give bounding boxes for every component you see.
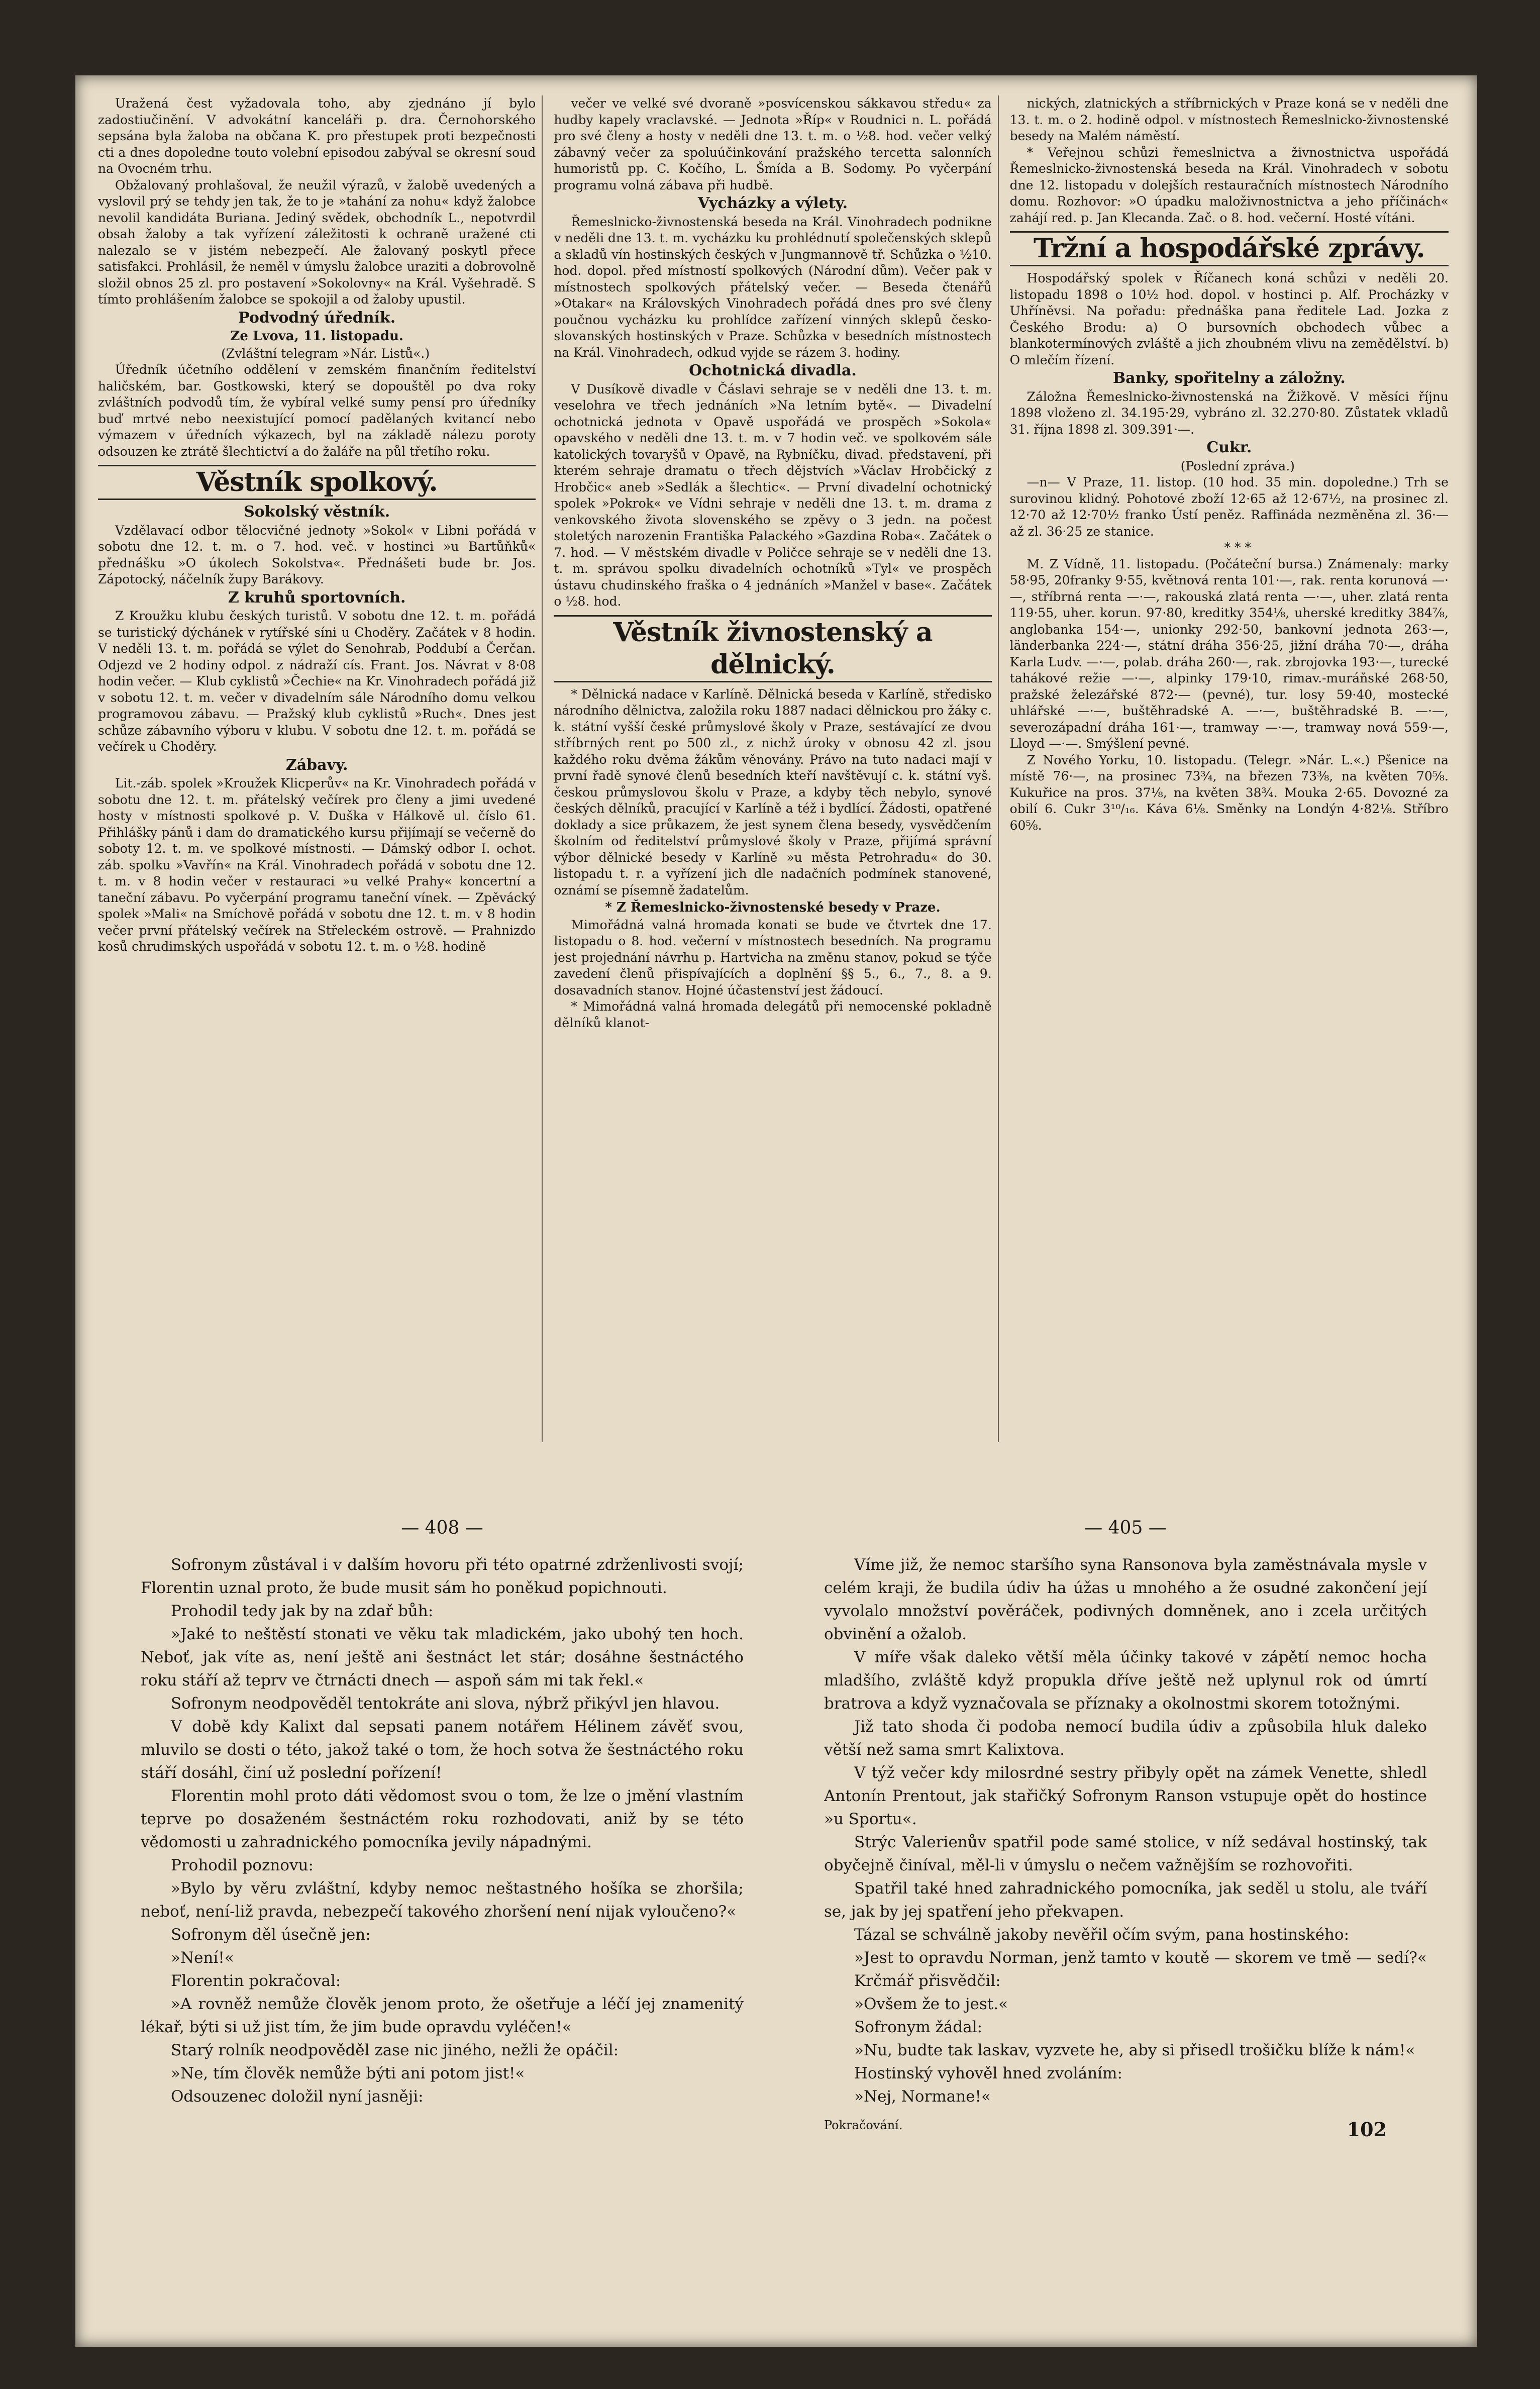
article-paragraph: * Mimořádná valná hromada delegátů při nemocenské pokladně dělníků klanot-: [554, 999, 992, 1030]
novel-paragraph: Prohodil poznovu:: [171, 1856, 314, 1874]
article-paragraph: Z Kroužku klubu českých turistů. V sobotu dne 12. t. m. pořádá se turistický dýchánek v rytířské síni u Choděry. Začátek v 8 hodin. V neděli 13. t. m. pořádá se výlet do Senohrab, Poddubí a Čerčan. Odjezd ve 2 hodiny odpol. z nádraží cís. Frant. Jos. Návrat v 8·08 hodin večer. — Klub cyklistů »Čechie« na Kr. Vinohradech pořádá již v sobotu 12. t. m. večer v divadelním sále Národního domu velkou programovou zábavu. — Pražský klub cyklistů »Ruch«. Dnes jest schůze zábavního výboru v klubu. V sobotu dne 12. t. m. pořádá se večírek u Choděry.: [98, 609, 536, 754]
separator-stars: * * *: [1224, 540, 1252, 555]
novel-paragraph: V době kdy Kalixt dal sepsati panem notářem Hélinem závěť svou, mluvilo se dosti o této, jakož také o tom, že hoch sotva že šestnáctého roku stáří dosáhl, činí už poslední pořízení!: [141, 1718, 744, 1782]
telegram-note: (Zvláštní telegram »Nár. Listů«.): [221, 346, 430, 361]
article-paragraph: —n— V Praze, 11. listop. (10 hod. 35 min. dopoledne.) Trh se surovinou klidný. Pohotové zboží 12·65 až 12·67½, na prosinec zl. 12·70 až 12·70½ franko Ústí peněz. Raffináda nezměněna zl. 36·— až zl. 36·25 ze stanice.: [1009, 475, 1449, 539]
page-number: 102: [1347, 2118, 1387, 2141]
article-paragraph: Úředník účetního oddělení v zemském finančním ředitelství haličském, bar. Gostkowski, který se dopouštěl po dva roky zvláštních podvodů tím, že vybíral velké sumy pensí pro úředníky buď mrtvé nebo neexistující pomocí padělaných kvitancí nebo výmazem v úředních výkazech, byl na základě nálezu poroty odsouzen ke ztrátě šlechtictví a do žaláře na půl třetího roku.: [98, 362, 536, 459]
article-paragraph: Mimořádná valná hromada konati se bude ve čtvrtek dne 17. listopadu o 8. hod. večerní v místnostech besedních. Na programu jest projednání návrhu p. Hartvicha na změnu stanov, pokud se týče zavedení členů přispívajících a doplnění §§ 5., 6., 7., 8. a 9. dosavadních stanov. Hojné účastenství jest žádoucí.: [554, 917, 992, 998]
section-heading: Z kruhů sportovních.: [228, 588, 406, 607]
novel-paragraph: Florentin pokračoval:: [171, 1972, 341, 1990]
section-title: Věstník živnostenský a dělnický.: [554, 615, 991, 682]
section-title: Tržní a hospodářské zprávy.: [1010, 231, 1449, 266]
novel-text-left: [141, 1553, 744, 2108]
article-paragraph: V Dusíkově divadle v Čáslavi sehraje se v neděli dne 13. t. m. veselohra ve třech jednáních »Na letním bytě«. — Divadelní ochotnická jednota v Opavě uspořádá ve prospěch »Sokola« opavského v neděli dne 13. t. m. v 7 hodin več. ve spolkovém sále katolických tovaryšů v Opavě, na Rybníčku, divad. představení, při kterém sehraje dramatu o třech dějstvích »Václav Hrobčický z Hrobčic« aneb »Sedlák a šlechtic«. — První divadelní ochotnický spolek »Pokrok« ve Vídni sehraje v neděli dne 13. t. m. drama z venkovského života slovenského se zpěvy o 3 jedn. na počest stoletých narozenin Františka Palackého »Gazdina Roba«. Začátek o 7. hod. — V městském divadle v Poličce sehraje se v neděli dne 13. t. m. správou spolku divadelních ochotníků »Tyl« ve prospěch ústavu chudinského fraška o 4 jednáních »Manžel v base«. Začátek o ½8. hod.: [554, 381, 992, 609]
folio-left: — 408 —: [401, 1518, 483, 1538]
section-heading: Cukr.: [1206, 439, 1252, 456]
column-2: [554, 95, 998, 1442]
novel-paragraph: »Ovšem že to jest.«: [854, 1995, 1008, 2013]
novel-paragraph: Hostinský vyhověl hned zvoláním:: [854, 2064, 1122, 2082]
section-heading: Ochotnická divadla.: [689, 362, 857, 379]
continuation-note: Pokračování.: [824, 2118, 903, 2132]
article-paragraph: Hospodářský spolek v Říčanech koná schůzi v neděli 20. listopadu 1898 o 10½ hod. dopol. v hostinci p. Alf. Procházky v Uhříněvsi. Na pořadu: přednáška pana ředitele Lad. Jozka z Českého Brodu: a) O bursovních obchodech vůbec a blankotermínových zvláště a jich zhoubném vlivu na zemědělství. b) O mlečím řízení.: [1009, 271, 1449, 367]
folio-right: — 405 —: [1084, 1518, 1167, 1538]
novel-paragraph: »Nu, budte tak laskav, vyzvete he, aby si přisedl trošičku blíže k nám!«: [854, 2041, 1415, 2059]
novel-paragraph: Víme již, že nemoc staršího syna Ransonova byla zaměstnávala mysle v celém kraji, že budila údiv ha úžas u mnohého a že osudné zakončení její vyvolalo množství pověráček, podivných domněnek, ano i zcela určitých obvinění a ožalob.: [824, 1556, 1427, 1643]
section-heading: Banky, spořitelny a záložny.: [1112, 369, 1346, 387]
article-paragraph: * Veřejnou schůzi řemeslnictva a živnostnictva uspořádá Řemeslnicko-živnostenská beseda na Král. Vinohradech v sobotu dne 12. listopadu v dolejších restauračních místnostech Národního domu. Rozhovor: »O úpadku maloživnostnictva a jeho příčinách« zahájí red. p. Jan Klecanda. Zač. o 8. hod. večerní. Hosté vítáni.: [1009, 145, 1449, 225]
novel-footer: [824, 2118, 1427, 2141]
article-paragraph: Uražená čest vyžadovala toho, aby zjednáno jí bylo zadostiučinění. V advokátní kanceláři p. dra. Černohorského sepsána byla žaloba na občana K. pro přestupek proti bezpečnosti cti a dnes dopoledne touto volební episodou zabýval se okresní soud na Ovocném trhu.: [98, 96, 536, 176]
novel-paragraph: Florentin mohl proto dáti vědomost svou o tom, že lze o jmění vlastním teprve po dosaženém šestnáctém roku rozhodovati, aniž by se této vědomosti u zahradnického pomocníka jevily nápadnými.: [141, 1787, 744, 1851]
section-heading: Zábavy.: [285, 756, 348, 774]
article-paragraph: Obžalovaný prohlašoval, že neužil výrazů, v žalobě uvedených a vyslovil prý se tehdy jen tak, že to je »tahání za nohu« když žalobce nevolil kandidáta Buriana. Jediný svědek, obchodník L., nepotvrdil obsah žaloby a tak vyřízení záležitosti k ochraně uražené cti nalezalo se v jistém nebezpečí. Ale žalovaný poskytl přece satisfakci. Prohlásil, že neměl v úmyslu žalobce uraziti a dobrovolně složil obnos 25 zl. pro postavení »Sokolovny« na Král. Vyšehradě. S tímto prohlášením žalobce se spokojil a od žaloby upustil.: [98, 177, 536, 307]
novel-paragraph: Sofronym žádal:: [854, 2018, 983, 2036]
column-1: [98, 95, 543, 1442]
novel-paragraph: Již tato shoda či podoba nemocí budila údiv a způsobila hluk daleko větší než sama smrt Kalixtova.: [824, 1718, 1427, 1759]
novel-paragraph: Sofronym neodpověděl tentokráte ani slova, nýbrž přikývl jen hlavou.: [171, 1695, 720, 1713]
novel-paragraph: Strýc Valerienův spatřil pode samé stolice, v níž sedával hostinský, tak obyčejně činíval, měl-li v úmyslu o nečem važnějším se rozhovořiti.: [824, 1833, 1427, 1874]
section-title: Věstník spolkový.: [98, 465, 536, 500]
novel-page-left: [141, 1518, 744, 2312]
column-3: [1010, 95, 1455, 1442]
novel-page-right: [824, 1518, 1427, 2312]
serial-novel-section: [141, 1518, 1427, 2312]
article-paragraph: Záložna Řemeslnicko-živnostenská na Žižkově. V měsíci říjnu 1898 vloženo zl. 34.195·29, vybráno zl. 32.270·80. Zůstatek vkladů 31. října 1898 zl. 309.391·—.: [1009, 389, 1449, 437]
article-paragraph: Vzdělavací odbor tělocvičné jednoty »Sokol« v Libni pořádá v sobotu dne 12. t. m. o 7. hod. več. v hostinci »u Bartůňků« přednášku »O úkolech Sokolstva«. Přednášeti bude br. Jos. Zápotocký, náčelník župy Barákovy.: [98, 523, 536, 586]
novel-paragraph: »Jaké to neštěstí stonati ve věku tak mladickém, jako ubohý ten hoch. Neboť, jak víte as, není ještě ani šestnáct let stár; dosáhne šestnáctého roku stáří až teprv ve čtrnácti dnech — aspoň sám mi tak řekl.«: [141, 1625, 744, 1689]
novel-paragraph: »Nej, Normane!«: [854, 2087, 991, 2106]
novel-paragraph: V týž večer kdy milosrdné sestry přibyly opět na zámek Venette, shledl Antonín Prentout, jak stařičký Sofronym Ranson vstupuje opět do hostince »u Sportu«.: [824, 1764, 1427, 1828]
novel-paragraph: V míře však daleko větší měla účinky takové v zápětí nemoc hocha mladšího, zvláště když propukla dříve ještě než uplynul rok od úmrtí bratrova a když vyznačovala se příznaky a okolnostmi skorem totožnými.: [824, 1648, 1427, 1713]
section-heading: Sokolský věstník.: [244, 503, 390, 521]
article-paragraph: nických, zlatnických a stříbrnických v Praze koná se v neděli dne 13. t. m. o 2. hodině odpol. v místnostech Řemeslnicko-živnostenské besedy na Malém náměstí.: [1009, 96, 1449, 143]
article-paragraph: večer ve velké své dvoraně »posvícenskou sákkavou středu« za hudby kapely vraclavské. — Jednota »Říp« v Roudnici n. L. pořádá pro své členy a hosty v neděli dne 13. t. m. o ½8. hod. večer velký zábavný večer za spoluúčinkování pražského tercetta salonních humoristů pp. C. Kočího, L. Šmída a B. Sodomy. Po vyčerpání programu volná zábava při hudbě.: [554, 96, 992, 192]
article-paragraph: * Dělnická nadace v Karlíně. Dělnická beseda v Karlíně, středisko národního dělnictva, založila roku 1887 nadaci dělnickou pro žáky c. k. státní vyšší české průmyslové školy v Praze, sestávající ze dvou stříbrných rent po 500 zl., z nichž úroky v obnosu 42 zl. jsou každého roku dvěma žákům věnovány. Právo na tuto nadaci mají v první řadě synové členů besedních kteří navštěvují c. k. státní vyš. českou průmyslovou školu v Praze, a kdyby těch nebylo, synové českých dělníků, pracující v Karlíně a též i bydlící. Žádosti, opatřené doklady a sice průkazem, že jest synem člena besedy, vysvědčením školním od ředitelství průmyslové školy v Praze, přijímá správní výbor dělnické besedy v Karlíně »u města Petrohradu« do 30. listopadu t. r. a vyřízení jich dle nadačních podmínek stanovené, oznámí se písemně žadatelům.: [554, 686, 992, 898]
novel-text-right: [824, 1553, 1427, 2108]
dateline: Ze Lvova, 11. listopadu.: [230, 329, 403, 344]
article-paragraph: Lit.-záb. spolek »Kroužek Klicperův« na Kr. Vinohradech pořádá v sobotu dne 12. t. m. přátelský večírek pro členy a jimi uvedené hosty v místnosti spolkové p. V. Duška v Hálkově ul. číslo 61. Přihlášky pánů i dam do dramatického kursu přijímají se večerně do soboty 12. t. m. ve spolkové místnosti. — Dámský odbor I. ochot. záb. spolku »Vavřín« na Král. Vinohradech pořádá v sobotu dne 12. t. m. v 8 hodin večer v restauraci »u velké Prahy« koncertní a taneční zábavu. Po vyčerpání programu taneční vínek. — Zpěvácký spolek »Mali« na Smíchově pořádá v sobotu dne 12. t. m. v 8 hodin večer první přátelský večírek na Střeleckém ostrově. — Prahnizdo kosů chrudimských uspořádá v sobotu 12. t. m. o ½8. hodině: [98, 776, 536, 954]
novel-paragraph: Sofronym zůstával i v dalším hovoru při této opatrné zdrženlivosti svojí; Florentin uznal proto, že bude musit sám ho poněkud popichnouti.: [141, 1556, 744, 1597]
novel-paragraph: »Bylo by věru zvláštní, kdyby nemoc neštastného hošíka se zhoršila; neboť, není-liž pravda, nebezpečí takového zhoršení není nijak vyloučeno?«: [141, 1879, 744, 1921]
newspaper-page: [75, 75, 1477, 2347]
novel-paragraph: Tázal se schválně jakoby nevěřil očím svým, pana hostinského:: [854, 1926, 1350, 1944]
novel-paragraph: Spatřil také hned zahradnického pomocníka, jak seděl u stolu, ale tváří se, jak by jej spatření jeho překvapen.: [824, 1879, 1427, 1921]
novel-paragraph: »Není!«: [171, 1949, 234, 1967]
article-paragraph: M. Z Vídně, 11. listopadu. (Počáteční bursa.) Známenaly: marky 58·95, 20franky 9·55, květnová renta 101·—, rak. renta korunová —·—, stříbrná renta —·—, rakouská zlatá renta —·—, uher. zlatá renta 119·55, uher. korun. 97·80, kreditky 354⅛, uherské kreditky 384⅞, anglobanka 154·—, unionky 292·50, bankovní jednota 263·—, länderbanka 224·—, státní dráha 356·25, jižní dráha 70·—, dráha Karla Ludv. —·—, polab. dráha 260·—, rak. zbrojovka 193·—, turecké tahákové režie —·—, alpinky 179·10, rimav.-muráňské 268·50, pražské železářské 872·— (pevné), tur. losy 59·40, mostecké uhlářské —·—, buštěhradské A. —·—, buštěhradské B. —·—, severozápadní dráha 161·—, tramway —·—, tramway nová 559·—, Lloyd —·—. Smýšlení pevné.: [1009, 556, 1449, 751]
section-heading: Podvodný úředník.: [238, 309, 396, 327]
novel-paragraph: »A rovněž nemůže člověk jenom proto, že ošetřuje a léčí jej znamenitý lékař, býti si už jist tím, že jim bude opravdu vyléčen!«: [141, 1995, 744, 2036]
section-heading: * Z Řemeslnicko-živnostenské besedy v Praze.: [605, 900, 941, 915]
novel-paragraph: Krčmář přisvědčil:: [854, 1972, 1001, 1990]
latest-report-note: (Poslední zpráva.): [1180, 458, 1295, 473]
section-heading: Vycházky a výlety.: [697, 194, 848, 212]
novel-paragraph: Odsouzenec doložil nyní jasněji:: [171, 2087, 424, 2106]
novel-paragraph: Prohodil tedy jak by na zdař bůh:: [171, 1602, 434, 1620]
novel-paragraph: »Ne, tím člověk nemůže býti ani potom jist!«: [171, 2064, 525, 2082]
novel-paragraph: Sofronym děl úsečně jen:: [171, 1926, 371, 1944]
novel-paragraph: Starý rolník neodpověděl zase nic jiného, nežli že opáčil:: [171, 2041, 619, 2059]
article-paragraph: Řemeslnicko-živnostenská beseda na Král. Vinohradech podnikne v neděli dne 13. t. m. vycházku ku prohlédnutí společenských sklepů a skladů vín hostinských českých v Jungmannově tř. Schůzka o ½10. hod. dopol. před místností spolkových (Národní dům). Večer pak v místnostech spolkových přátelský večer. — Beseda čtenářů »Otakar« na Královských Vinohradech pořádá dnes pro své členy poučnou vycházku ku prohlídce zařízení vinných sklepů česko-slovanských hostinských v Praze. Schůzka v besedních místnostech na Král. Vinohradech, odkud vyjde se rázem 3. hodiny.: [554, 214, 992, 360]
article-paragraph: Z Nového Yorku, 10. listopadu. (Telegr. »Nár. L.«.) Pšenice na místě 76·—, na prosinec 73¾, na březen 73⅜, na květen 70⅝. Kukuřice na pros. 37⅛, na květen 38¾. Mouka 2·65. Dovozné za obilí 6. Cukr 3¹⁰/₁₆. Káva 6⅛. Směnky na Londýn 4·82⅛. Stříbro 60⅝.: [1009, 752, 1449, 833]
newspaper-columns: [98, 95, 1455, 1442]
novel-paragraph: »Jest to opravdu Norman, jenž tamto v koutě — skorem ve tmě — sedí?«: [854, 1949, 1427, 1967]
